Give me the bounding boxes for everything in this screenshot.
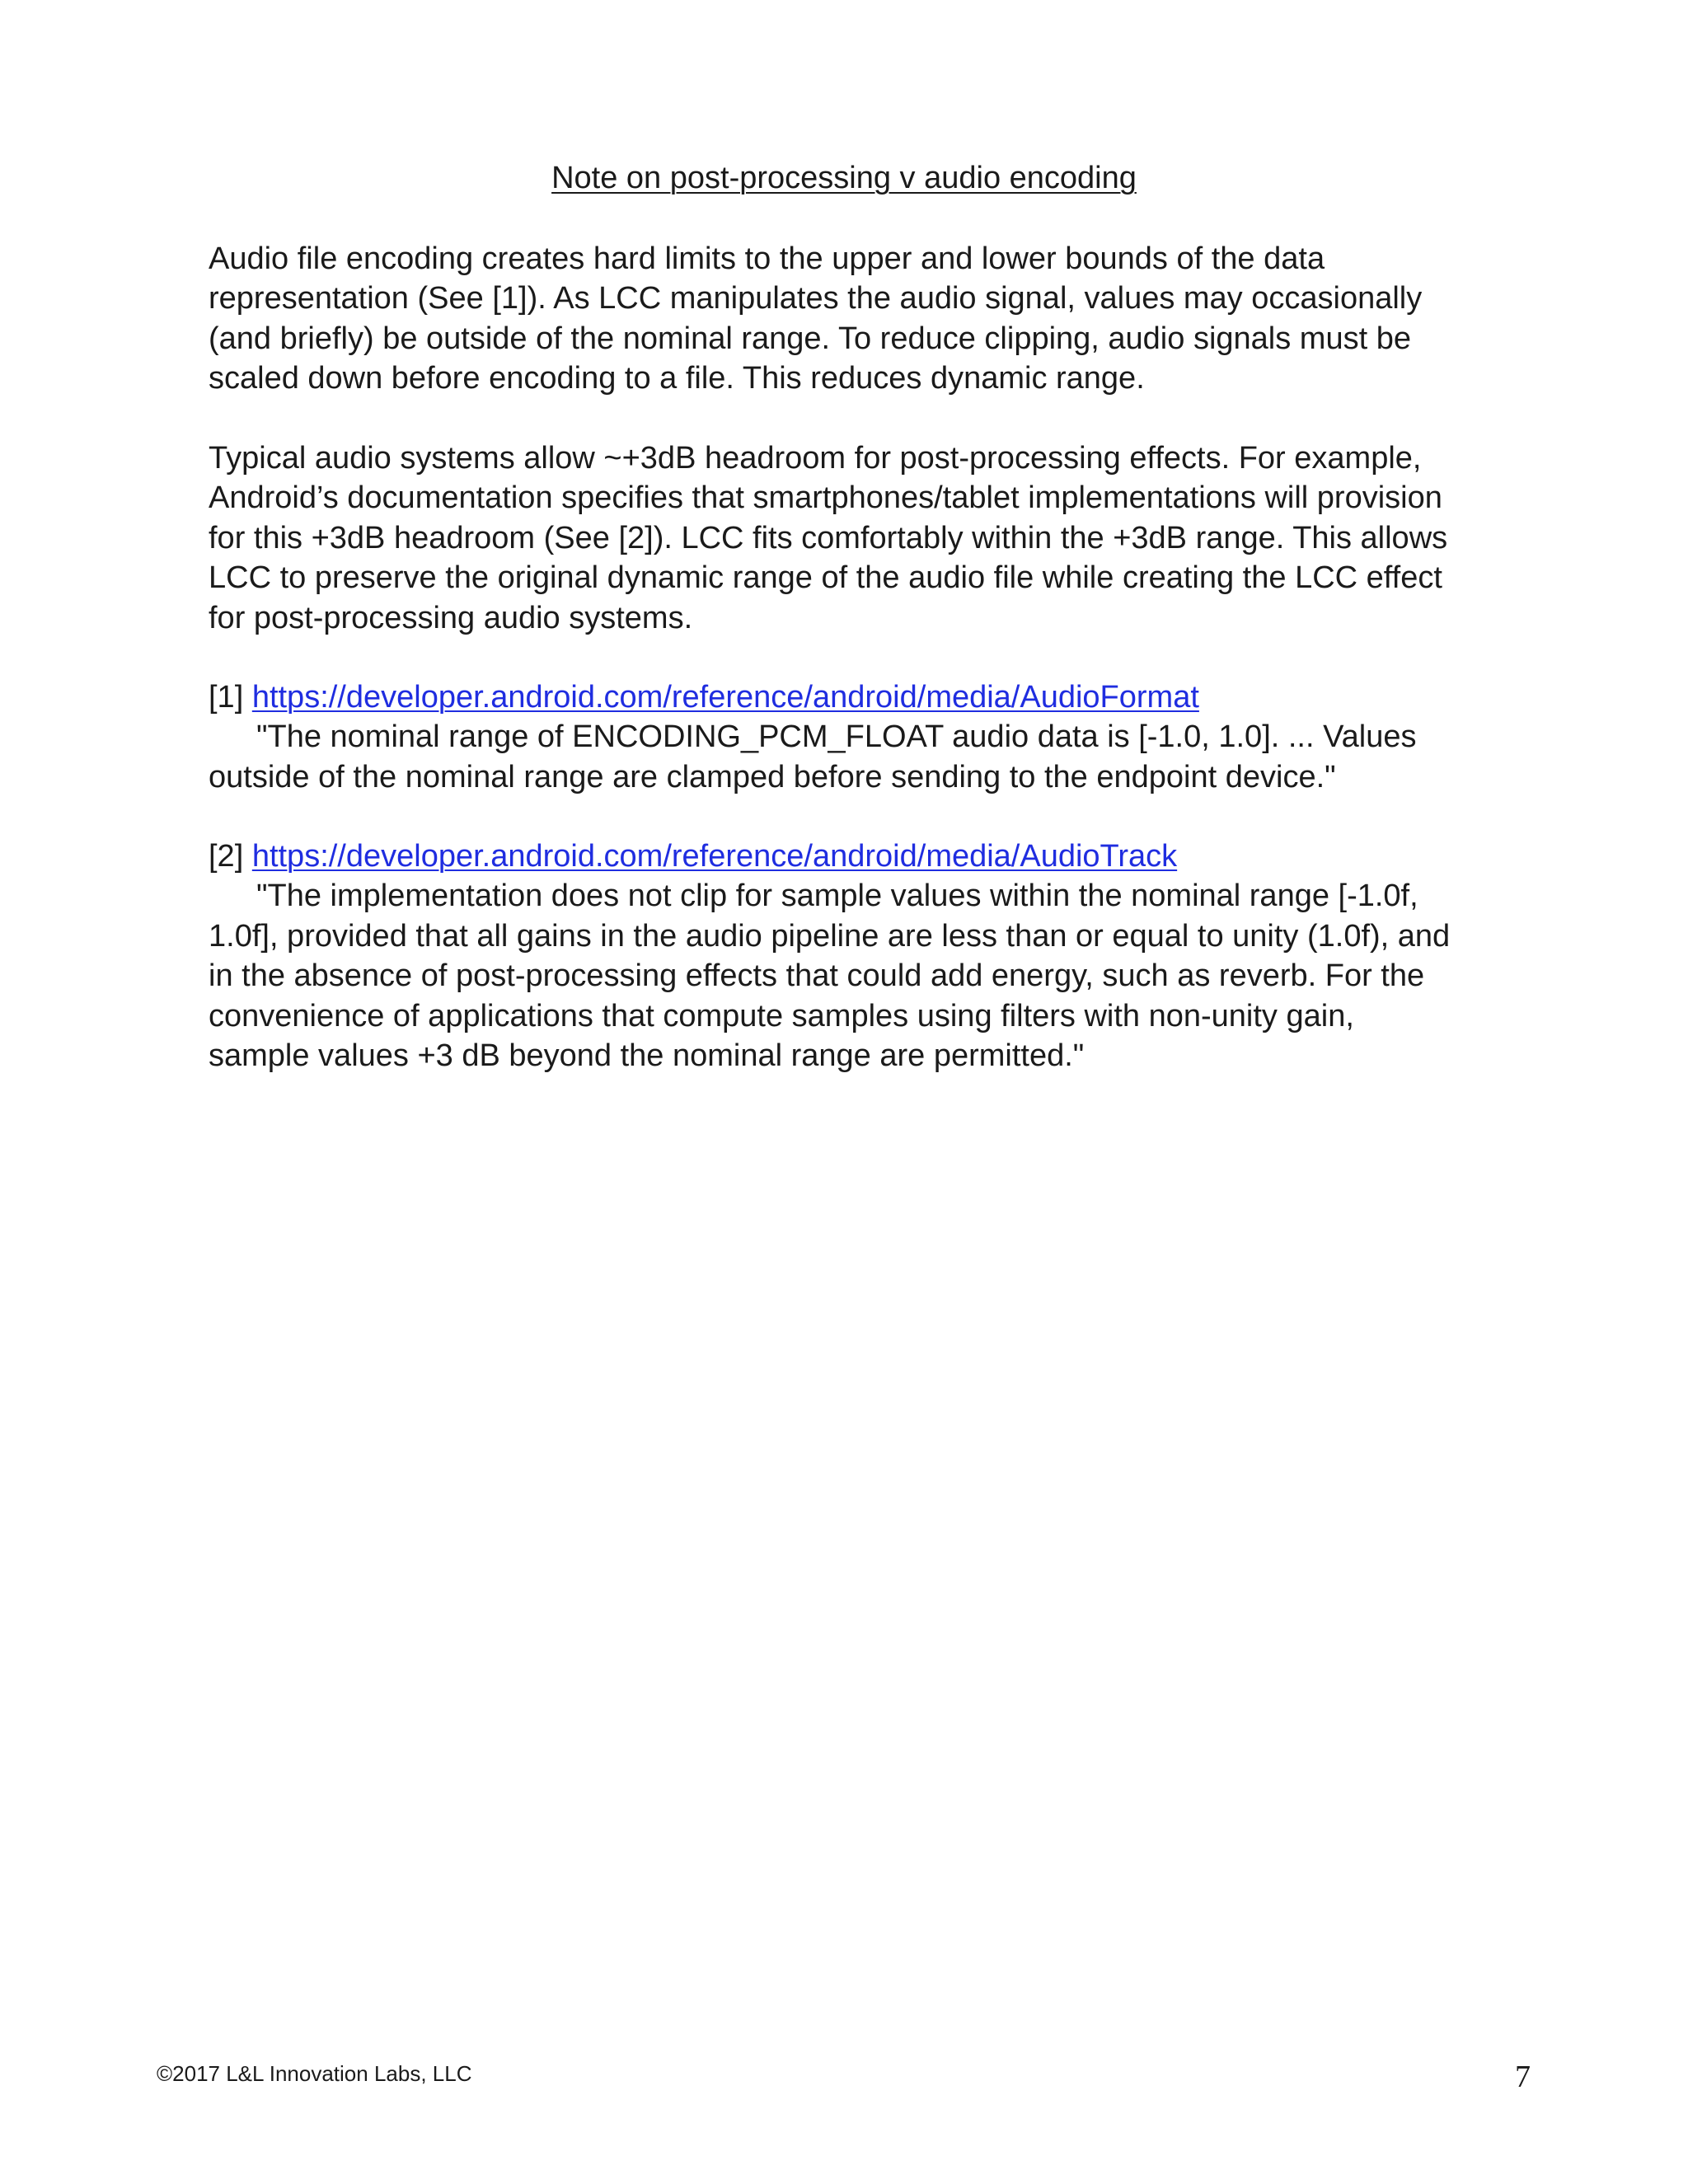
reference-marker: [1] [209, 680, 244, 715]
reference-link-audiotrack[interactable]: https://developer.android.com/reference/android/media/AudioTrack [251, 839, 1178, 874]
reference-link-audioformat[interactable]: https://developer.android.com/reference/android/media/AudioFormat [251, 680, 1199, 715]
quote-line: 1.0f], provided that all gains in the audio pipeline are less than or equal to unity (1.0f), and [209, 918, 1451, 954]
paragraph-line: for this +3dB headroom (See [2]). LCC fits comfortably within the +3dB range. This allows [209, 520, 1448, 555]
quote-line: outside of the nominal range are clamped before sending to the endpoint device." [209, 759, 1336, 794]
quote-line [209, 876, 1544, 916]
reference-2 [209, 837, 1544, 1076]
footer-copyright: ©2017 L&L Innovation Labs, LLC [157, 2061, 472, 2086]
paragraph-line: Audio file encoding creates hard limits to the upper and lower bounds of the data [209, 241, 1325, 276]
paragraph-encoding-limits [209, 239, 1544, 399]
paragraph-headroom [209, 438, 1544, 638]
paragraph-line: Android’s documentation specifies that smartphones/tablet implementations will provision [209, 480, 1442, 516]
quote-text: "The nominal range of ENCODING_PCM_FLOAT audio data is [-1.0, 1.0]. ... Values [256, 719, 1417, 755]
paragraph-line: scaled down before encoding to a file. This reduces dynamic range. [209, 361, 1145, 396]
quote-line: convenience of applications that compute samples using filters with non-unity gain, [209, 998, 1354, 1033]
reference-marker: [2] [209, 839, 244, 874]
paragraph-line: for post-processing audio systems. [209, 600, 693, 635]
reference-heading [209, 677, 1544, 717]
page-title: Note on post-processing v audio encoding [551, 161, 1137, 195]
paragraph-line: representation (See [1]). As LCC manipulates the audio signal, values may occasionally [209, 281, 1423, 316]
quote-text: "The implementation does not clip for sample values within the nominal range [-1.0f, [256, 879, 1418, 914]
paragraph-line: (and briefly) be outside of the nominal range. To reduce clipping, audio signals must be [209, 321, 1411, 356]
quote-line: in the absence of post-processing effects that could add energy, such as reverb. For the [209, 958, 1425, 994]
paragraph-line: LCC to preserve the original dynamic range of the audio file while creating the LCC effect [209, 560, 1442, 596]
reference-heading [209, 837, 1544, 876]
quote-line [209, 717, 1544, 757]
quote-line: sample values +3 dB beyond the nominal range are permitted." [209, 1038, 1085, 1073]
reference-1 [209, 677, 1544, 797]
paragraph-line: Typical audio systems allow ~+3dB headroom for post-processing effects. For example, [209, 441, 1422, 476]
page-number: 7 [1515, 2060, 1531, 2094]
